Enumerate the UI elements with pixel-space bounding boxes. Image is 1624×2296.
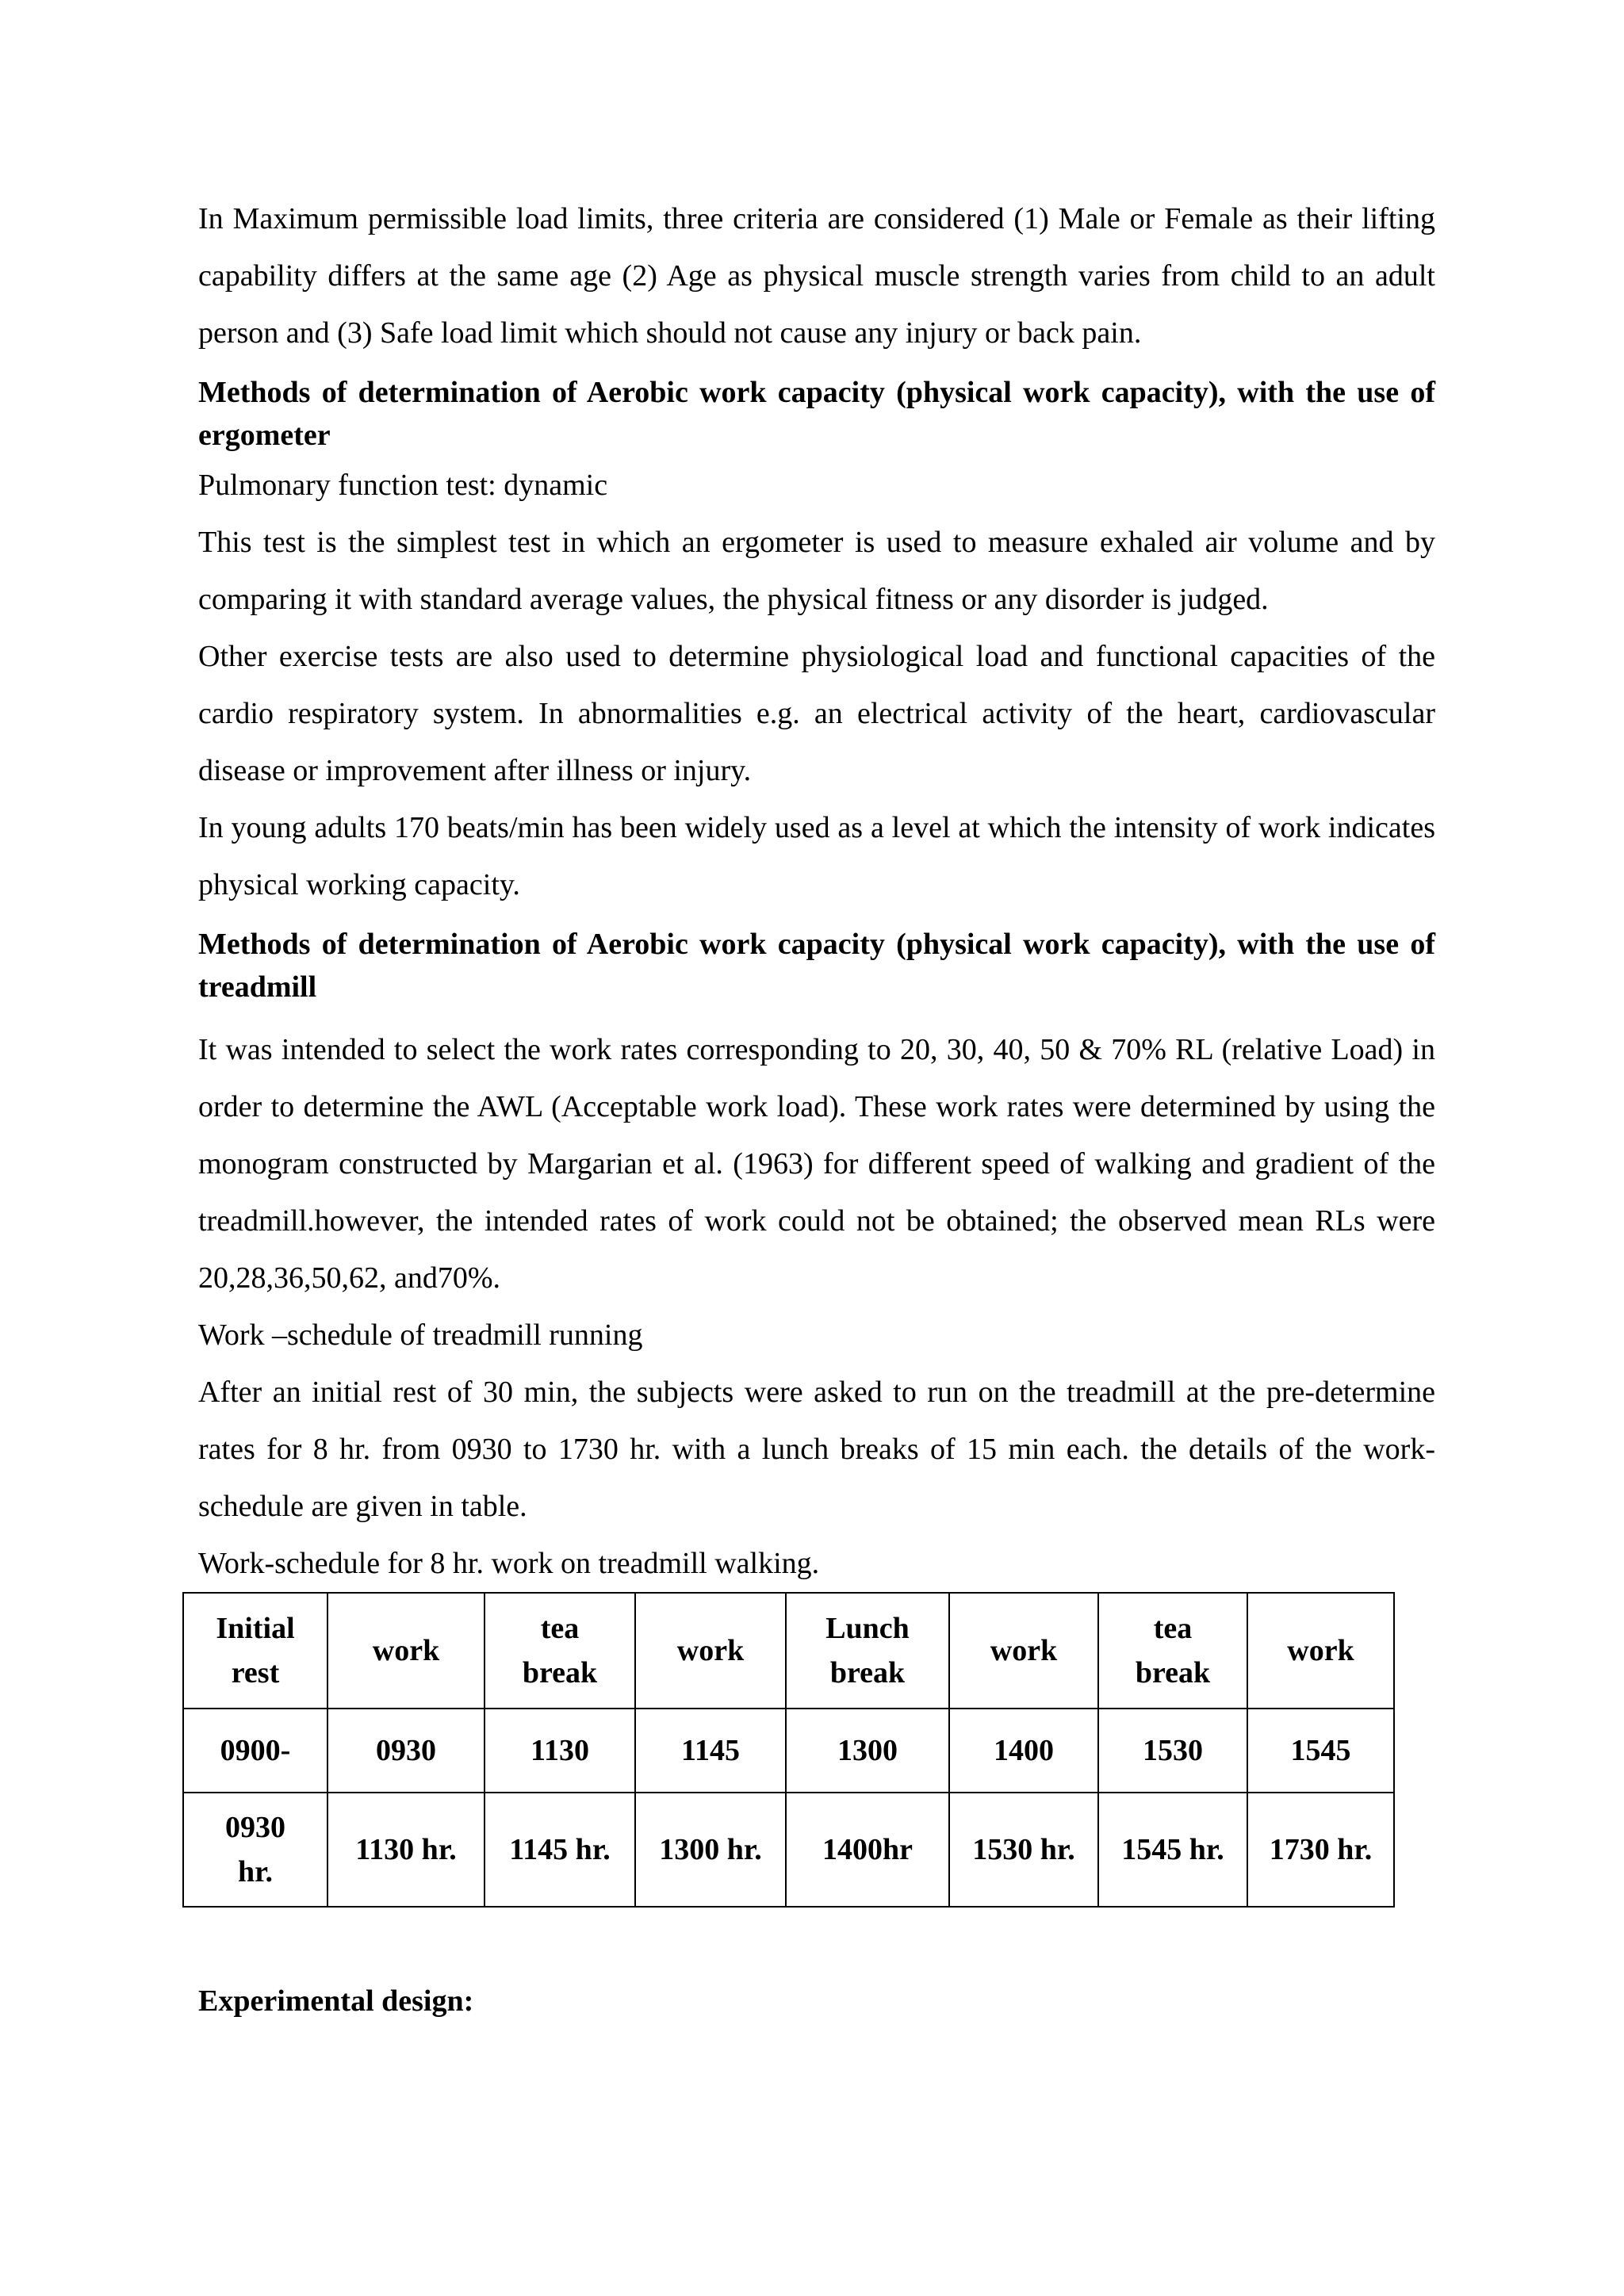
- paragraph-initial-rest: After an initial rest of 30 min, the subjects were asked to run on the treadmill at the pre-determine rates for 8 hr. from 0930 to 1730 hr. with a lunch breaks of 15 min each. the details of the work-schedule are given in table.: [198, 1376, 1435, 1523]
- heading-experimental-design: Experimental design:: [198, 1984, 474, 2018]
- header-cell: Initial rest: [183, 1593, 327, 1709]
- paragraph-intro: In Maximum permissible load limits, three criteria are considered (1) Male or Female as their lifting capability differs at the same age (2) Age as physical muscle strength varies from child to an adult person and (3) Safe load limit which should not cause any injury or back pain.: [198, 202, 1435, 350]
- table-cell: 1400hr: [786, 1793, 949, 1907]
- header-cell: work: [949, 1593, 1098, 1709]
- table-cell: 1530 hr.: [949, 1793, 1098, 1907]
- paragraph-other-tests: Other exercise tests are also used to determine physiological load and functional capacities of the cardio respiratory system. In abnormalities e.g. an electrical activity of the heart, cardiovascular disease or improvement after illness or injury.: [198, 640, 1435, 787]
- header-cell: Lunch break: [786, 1593, 949, 1709]
- table-cell: 1400: [949, 1709, 1098, 1793]
- header-cell: work: [1247, 1593, 1394, 1709]
- table-cell: 0930 hr.: [183, 1793, 327, 1907]
- table-cell: 0900-: [183, 1709, 327, 1793]
- header-cell: tea break: [485, 1593, 635, 1709]
- table-cell: 1545: [1247, 1709, 1394, 1793]
- table-cell: 1145 hr.: [485, 1793, 635, 1907]
- paragraph-work-rates: It was intended to select the work rates corresponding to 20, 30, 40, 50 & 70% RL (relative Load) in order to determine the AWL (Acceptable work load). These work rates were determined by using the monogram constructed by Margarian et al. (1963) for different speed of walking and gradient of the treadmill.however, the intended rates of work could not be obtained; the observed mean RLs were 20,28,36,50,62, and70%.: [198, 1033, 1435, 1295]
- table-cell: 0930: [327, 1709, 485, 1793]
- paragraph-schedule-title: Work –schedule of treadmill running: [198, 1318, 643, 1352]
- heading-ergometer: Methods of determination of Aerobic work capacity (physical work capacity), with the use of ergometer: [198, 376, 1435, 452]
- header-cell: work: [327, 1593, 485, 1709]
- header-cell: work: [635, 1593, 786, 1709]
- table-cell: 1130: [485, 1709, 635, 1793]
- table-header-row: [183, 1593, 1394, 1709]
- table-row-end-times: [183, 1793, 1394, 1907]
- table-cell: 1145: [635, 1709, 786, 1793]
- table-cell: 1530: [1098, 1709, 1247, 1793]
- paragraph-young-adults: In young adults 170 beats/min has been widely used as a level at which the intensity of work indicates physical working capacity.: [198, 811, 1435, 901]
- paragraph-simplest-test: This test is the simplest test in which an ergometer is used to measure exhaled air volume and by comparing it with standard average values, the physical fitness or any disorder is judged.: [198, 526, 1435, 616]
- table-cell: 1300 hr.: [635, 1793, 786, 1907]
- work-schedule-table: [182, 1592, 1395, 1908]
- table-cell: 1130 hr.: [327, 1793, 485, 1907]
- header-cell: tea break: [1098, 1593, 1247, 1709]
- paragraph-pulmonary: Pulmonary function test: dynamic: [198, 469, 608, 502]
- table-cell: 1730 hr.: [1247, 1793, 1394, 1907]
- table-cell: 1300: [786, 1709, 949, 1793]
- document-body: [198, 190, 1435, 1592]
- table-caption: Work-schedule for 8 hr. work on treadmill walking.: [198, 1547, 820, 1580]
- table-row-start-times: [183, 1709, 1394, 1793]
- heading-treadmill: Methods of determination of Aerobic work capacity (physical work capacity), with the use of treadmill: [198, 928, 1435, 1004]
- table-cell: 1545 hr.: [1098, 1793, 1247, 1907]
